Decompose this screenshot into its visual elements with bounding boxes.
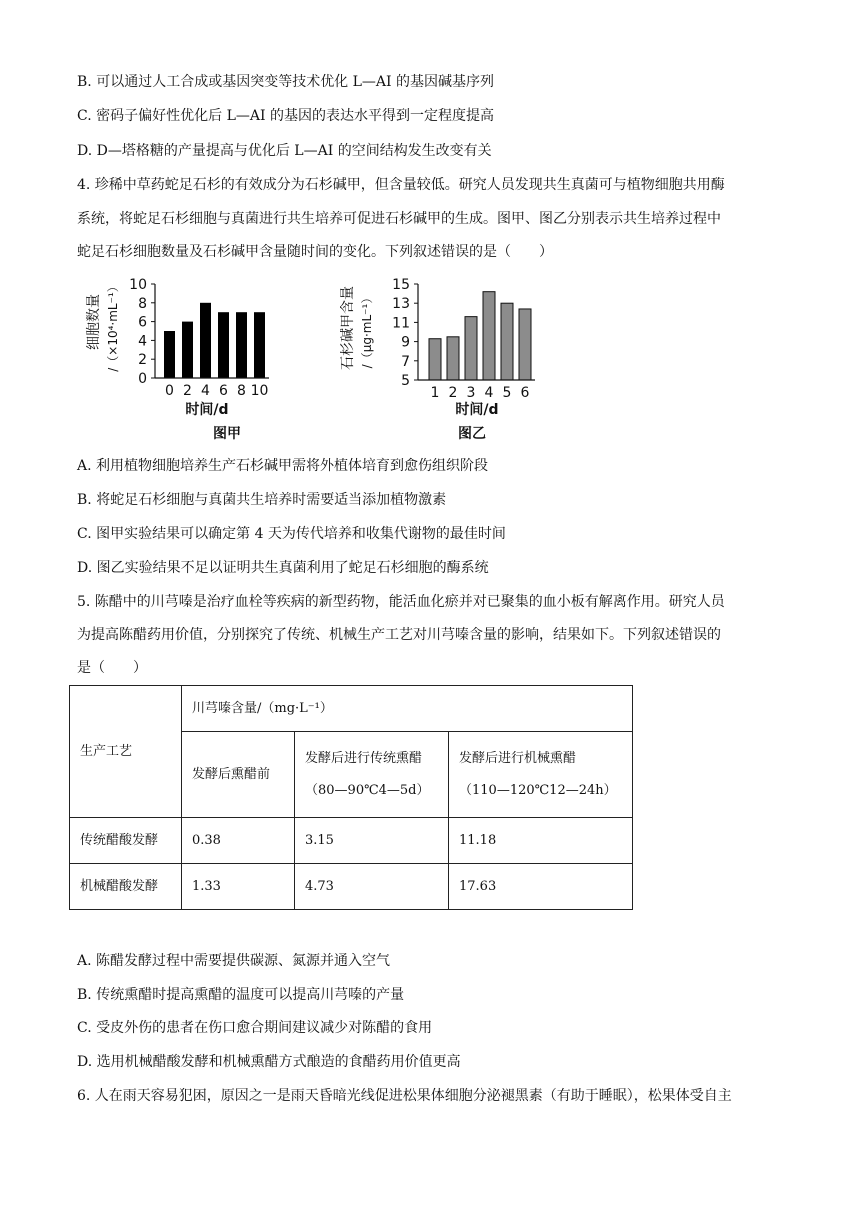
bar [218, 312, 229, 378]
cell-value: 3.15 [295, 818, 449, 864]
bar [447, 337, 459, 380]
x-tick-label: 4 [201, 383, 210, 399]
x-tick-label: 0 [165, 383, 174, 399]
data-table [69, 685, 633, 910]
x-tick-label: 2 [448, 385, 458, 401]
y-tick-label: 0 [138, 371, 147, 387]
y-tick-label: 8 [138, 295, 147, 312]
q5-option-c: C. 受皮外伤的患者在伤口愈合期间建议减少对陈醋的食用 [77, 1020, 433, 1036]
y-tick-label: 13 [392, 296, 410, 313]
bar [519, 309, 531, 380]
col-header-traditional-label: 发酵后进行传统熏醋 [305, 750, 423, 766]
col-header-traditional-cond: （80—90℃4—5d） [305, 782, 430, 798]
cell-value: 17.63 [449, 864, 633, 910]
chart-ylabel: 石杉碱甲含量 [340, 286, 356, 370]
x-tick-label: 6 [520, 385, 530, 401]
y-tick-label: 7 [401, 353, 410, 370]
row-name: 传统醋酸发酵 [70, 818, 182, 864]
x-tick-label: 6 [219, 383, 228, 399]
y-tick-label: 10 [129, 277, 147, 293]
question-5-stem-cont: 为提高陈醋药用价值，分别探究了传统、机械生产工艺对川芎嗪含量的影响，结果如下。下列叙述错误的 [77, 627, 721, 643]
x-tick-label: 1 [430, 385, 440, 401]
chart-caption: 图乙 [458, 426, 486, 442]
row-name: 机械醋酸发酵 [70, 864, 182, 910]
cell-value: 11.18 [449, 818, 633, 864]
q5-option-b: B. 传统熏醋时提高熏醋的温度可以提高川芎嗪的产量 [77, 987, 405, 1003]
q4-option-d: D. 图乙实验结果不足以证明共生真菌利用了蛇足石杉细胞的酶系统 [77, 560, 489, 576]
question-5-stem: 5. 陈醋中的川芎嗪是治疗血栓等疾病的新型药物，能活血化瘀并对已聚集的血小板有解离作用。研究人员 [77, 594, 725, 610]
col-header-before: 发酵后熏醋前 [182, 732, 295, 818]
y-tick-label: 9 [401, 334, 410, 351]
chart-xlabel: 时间/d [455, 402, 499, 418]
bar [182, 322, 193, 378]
cell-value: 0.38 [182, 818, 295, 864]
chart-yunit: /（μg·mL⁻¹） [360, 291, 374, 369]
question-4-stem-end: 蛇足石杉细胞数量及石杉碱甲含量随时间的变化。下列叙述错误的是（ ） [77, 244, 553, 260]
option-c-prev: C. 密码子偏好性优化后 L—AI 的基因的表达水平得到一定程度提高 [77, 108, 494, 124]
y-tick-label: 5 [401, 373, 410, 389]
chart-caption: 图甲 [213, 426, 241, 442]
table-row [70, 818, 633, 864]
group-header: 川芎嗪含量/（mg·L⁻¹） [182, 686, 633, 732]
q4-option-b: B. 将蛇足石杉细胞与真菌共生培养时需要适当添加植物激素 [77, 492, 447, 508]
y-tick-label: 15 [392, 277, 410, 293]
col-header-mechanical [449, 732, 633, 818]
bar [501, 303, 513, 380]
question-4-stem: 4. 珍稀中草药蛇足石杉的有效成分为石杉碱甲，但含量较低。研究人员发现共生真菌可与植物细胞共用酶 [77, 177, 725, 193]
question-6-stem: 6. 人在雨天容易犯困，原因之一是雨天昏暗光线促进松果体细胞分泌褪黑素（有助于睡眠），松果体受自主 [77, 1088, 732, 1104]
bar [200, 303, 211, 378]
bar [429, 339, 441, 380]
chart-cell-count [75, 272, 305, 444]
x-tick-label: 3 [466, 385, 476, 401]
x-tick-label: 2 [183, 383, 192, 399]
cell-value: 4.73 [295, 864, 449, 910]
y-tick-label: 2 [138, 352, 147, 369]
question-4-stem-cont: 系统，将蛇足石杉细胞与真菌进行共生培养可促进石杉碱甲的生成。图甲、图乙分别表示共生培养过程中 [77, 211, 721, 227]
q5-option-d: D. 选用机械醋酸发酵和机械熏醋方式酿造的食醋药用价值更高 [77, 1054, 461, 1070]
x-tick-label: 8 [237, 383, 246, 399]
q4-option-a: A. 利用植物细胞培养生产石杉碱甲需将外植体培育到愈伤组织阶段 [77, 458, 489, 474]
bar [483, 292, 495, 380]
row-header: 生产工艺 [70, 686, 182, 818]
question-5-stem-end: 是（ ） [77, 660, 147, 676]
x-tick-label: 10 [250, 383, 269, 399]
chart-xlabel: 时间/d [185, 402, 229, 418]
col-header-mechanical-cond: （110—120℃12—24h） [459, 782, 617, 798]
x-tick-label: 4 [484, 385, 494, 401]
y-tick-label: 6 [138, 314, 147, 331]
option-d-prev: D. D—塔格糖的产量提高与优化后 L—AI 的空间结构发生改变有关 [77, 143, 492, 159]
col-header-traditional [295, 732, 449, 818]
chart-huperzine-content [340, 272, 570, 444]
bar [236, 312, 247, 378]
chart-ylabel: 细胞数量 [86, 294, 102, 350]
option-b-prev: B. 可以通过人工合成或基因突变等技术优化 L—AI 的基因碱基序列 [77, 74, 495, 90]
x-tick-label: 5 [502, 385, 512, 401]
chart-yunit: /（×10⁴·mL⁻¹） [106, 280, 120, 372]
cell-value: 1.33 [182, 864, 295, 910]
bar [254, 312, 265, 378]
bar [164, 331, 175, 378]
col-header-mechanical-label: 发酵后进行机械熏醋 [459, 750, 577, 766]
bar [465, 317, 477, 380]
y-tick-label: 4 [138, 333, 147, 350]
table-row [70, 864, 633, 910]
y-tick-label: 11 [392, 315, 410, 332]
q4-option-c: C. 图甲实验结果可以确定第 4 天为传代培养和收集代谢物的最佳时间 [77, 526, 506, 542]
q5-option-a: A. 陈醋发酵过程中需要提供碳源、氮源并通入空气 [77, 953, 391, 969]
